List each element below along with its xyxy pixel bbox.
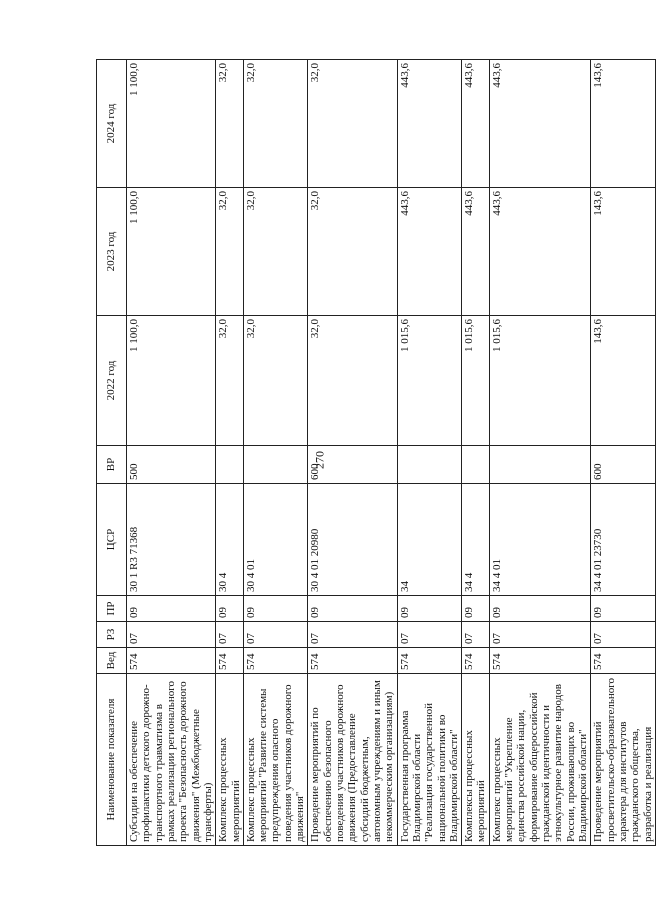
row-ved: 574 [397, 648, 462, 674]
row-2023: 443,6 [462, 188, 490, 316]
row-ved: 574 [308, 648, 397, 674]
header-vr: ВР [97, 446, 127, 484]
row-2024: 443,6 [462, 60, 490, 188]
row-2023: 443,6 [489, 188, 591, 316]
row-vr: 600 [591, 446, 656, 484]
row-2022: 1 015,6 [489, 316, 591, 446]
row-vr [243, 446, 308, 484]
row-name: Государственная программа Владимирской области "Реализация государственной национальной политики во Владимирской области" [397, 674, 462, 846]
row-ved: 574 [216, 648, 244, 674]
row-2022: 1 100,0 [127, 316, 216, 446]
row-2023: 32,0 [308, 188, 397, 316]
row-2023: 443,6 [397, 188, 462, 316]
row-name: Субсидии на обеспечение профилактики детского дорожно-транспортного травматизма в рамках реализации регионального проекта "Безопасность дорожного движения" (Межбюджетные трансферты) [127, 674, 216, 846]
row-rz: 07 [489, 622, 591, 648]
row-csr: 34 [397, 484, 462, 596]
row-ved: 574 [243, 648, 308, 674]
table-row [308, 60, 397, 846]
row-name: Комплекс процессных мероприятий "Укрепление единства российской нации, формирование общероссийской гражданской идентичности и этнокультурное развитие народов России, проживающих во Владимирской области" [489, 674, 591, 846]
table-row [216, 60, 244, 846]
header-ved: Вед [97, 648, 127, 674]
header-csr: ЦСР [97, 484, 127, 596]
row-vr: 600 [308, 446, 397, 484]
table-wrap [96, 60, 654, 846]
row-2024: 32,0 [308, 60, 397, 188]
table-row [591, 60, 656, 846]
row-rz: 07 [127, 622, 216, 648]
row-pr: 09 [127, 596, 216, 622]
row-2022: 143,6 [591, 316, 656, 446]
row-pr: 09 [397, 596, 462, 622]
row-rz: 07 [397, 622, 462, 648]
row-ved: 574 [127, 648, 216, 674]
table-row [462, 60, 490, 846]
row-2023: 32,0 [216, 188, 244, 316]
row-vr [397, 446, 462, 484]
table-row [489, 60, 591, 846]
header-2024: 2024 год [97, 60, 127, 188]
row-name: Проведение мероприятий просветительско-образовательного характера для институтов гражданского общества, разработка и реализация [591, 674, 656, 846]
row-2022: 1 015,6 [462, 316, 490, 446]
row-vr [216, 446, 244, 484]
row-rz: 07 [462, 622, 490, 648]
row-2024: 443,6 [397, 60, 462, 188]
header-2022: 2022 год [97, 316, 127, 446]
row-2022: 32,0 [308, 316, 397, 446]
row-csr: 30 4 01 [243, 484, 308, 596]
row-pr: 09 [489, 596, 591, 622]
row-csr: 34 4 01 23730 [591, 484, 656, 596]
row-csr: 34 4 [462, 484, 490, 596]
row-2023: 143,6 [591, 188, 656, 316]
header-2023: 2023 год [97, 188, 127, 316]
row-2023: 32,0 [243, 188, 308, 316]
row-csr: 30 1 R3 71368 [127, 484, 216, 596]
row-vr [489, 446, 591, 484]
row-rz: 07 [216, 622, 244, 648]
row-pr: 09 [308, 596, 397, 622]
header-pr: ПР [97, 596, 127, 622]
header-row [97, 60, 127, 846]
row-csr: 30 4 01 20980 [308, 484, 397, 596]
row-2022: 32,0 [243, 316, 308, 446]
row-vr: 500 [127, 446, 216, 484]
row-name: Комплекс процессных мероприятий "Развитие системы предупреждения опасного поведения участников дорожного движения" [243, 674, 308, 846]
row-2023: 1 100,0 [127, 188, 216, 316]
row-pr: 09 [243, 596, 308, 622]
row-name: Проведение мероприятий по обеспечению безопасного поведения участников дорожного движения (Предоставление субсидий бюджетным, автономным учреждениям и иным некоммерческим организациям) [308, 674, 397, 846]
row-2024: 32,0 [243, 60, 308, 188]
row-name: Комплексы процессных мероприятий [462, 674, 490, 846]
row-rz: 07 [591, 622, 656, 648]
page-number: 270 [312, 451, 327, 469]
table-row [397, 60, 462, 846]
table-row [243, 60, 308, 846]
row-2024: 1 100,0 [127, 60, 216, 188]
row-pr: 09 [591, 596, 656, 622]
row-2022: 1 015,6 [397, 316, 462, 446]
row-csr: 30 4 [216, 484, 244, 596]
budget-table [96, 59, 656, 846]
row-ved: 574 [489, 648, 591, 674]
row-2024: 143,6 [591, 60, 656, 188]
row-ved: 574 [591, 648, 656, 674]
header-rz: РЗ [97, 622, 127, 648]
row-rz: 07 [243, 622, 308, 648]
row-2024: 32,0 [216, 60, 244, 188]
row-2024: 443,6 [489, 60, 591, 188]
row-vr [462, 446, 490, 484]
row-name: Комплекс процессных мероприятий [216, 674, 244, 846]
row-pr: 09 [462, 596, 490, 622]
row-2022: 32,0 [216, 316, 244, 446]
header-name: Наименование показателя [97, 674, 127, 846]
table-rotator [96, 60, 654, 846]
table-row [127, 60, 216, 846]
row-csr: 34 4 01 [489, 484, 591, 596]
row-rz: 07 [308, 622, 397, 648]
row-pr: 09 [216, 596, 244, 622]
row-ved: 574 [462, 648, 490, 674]
